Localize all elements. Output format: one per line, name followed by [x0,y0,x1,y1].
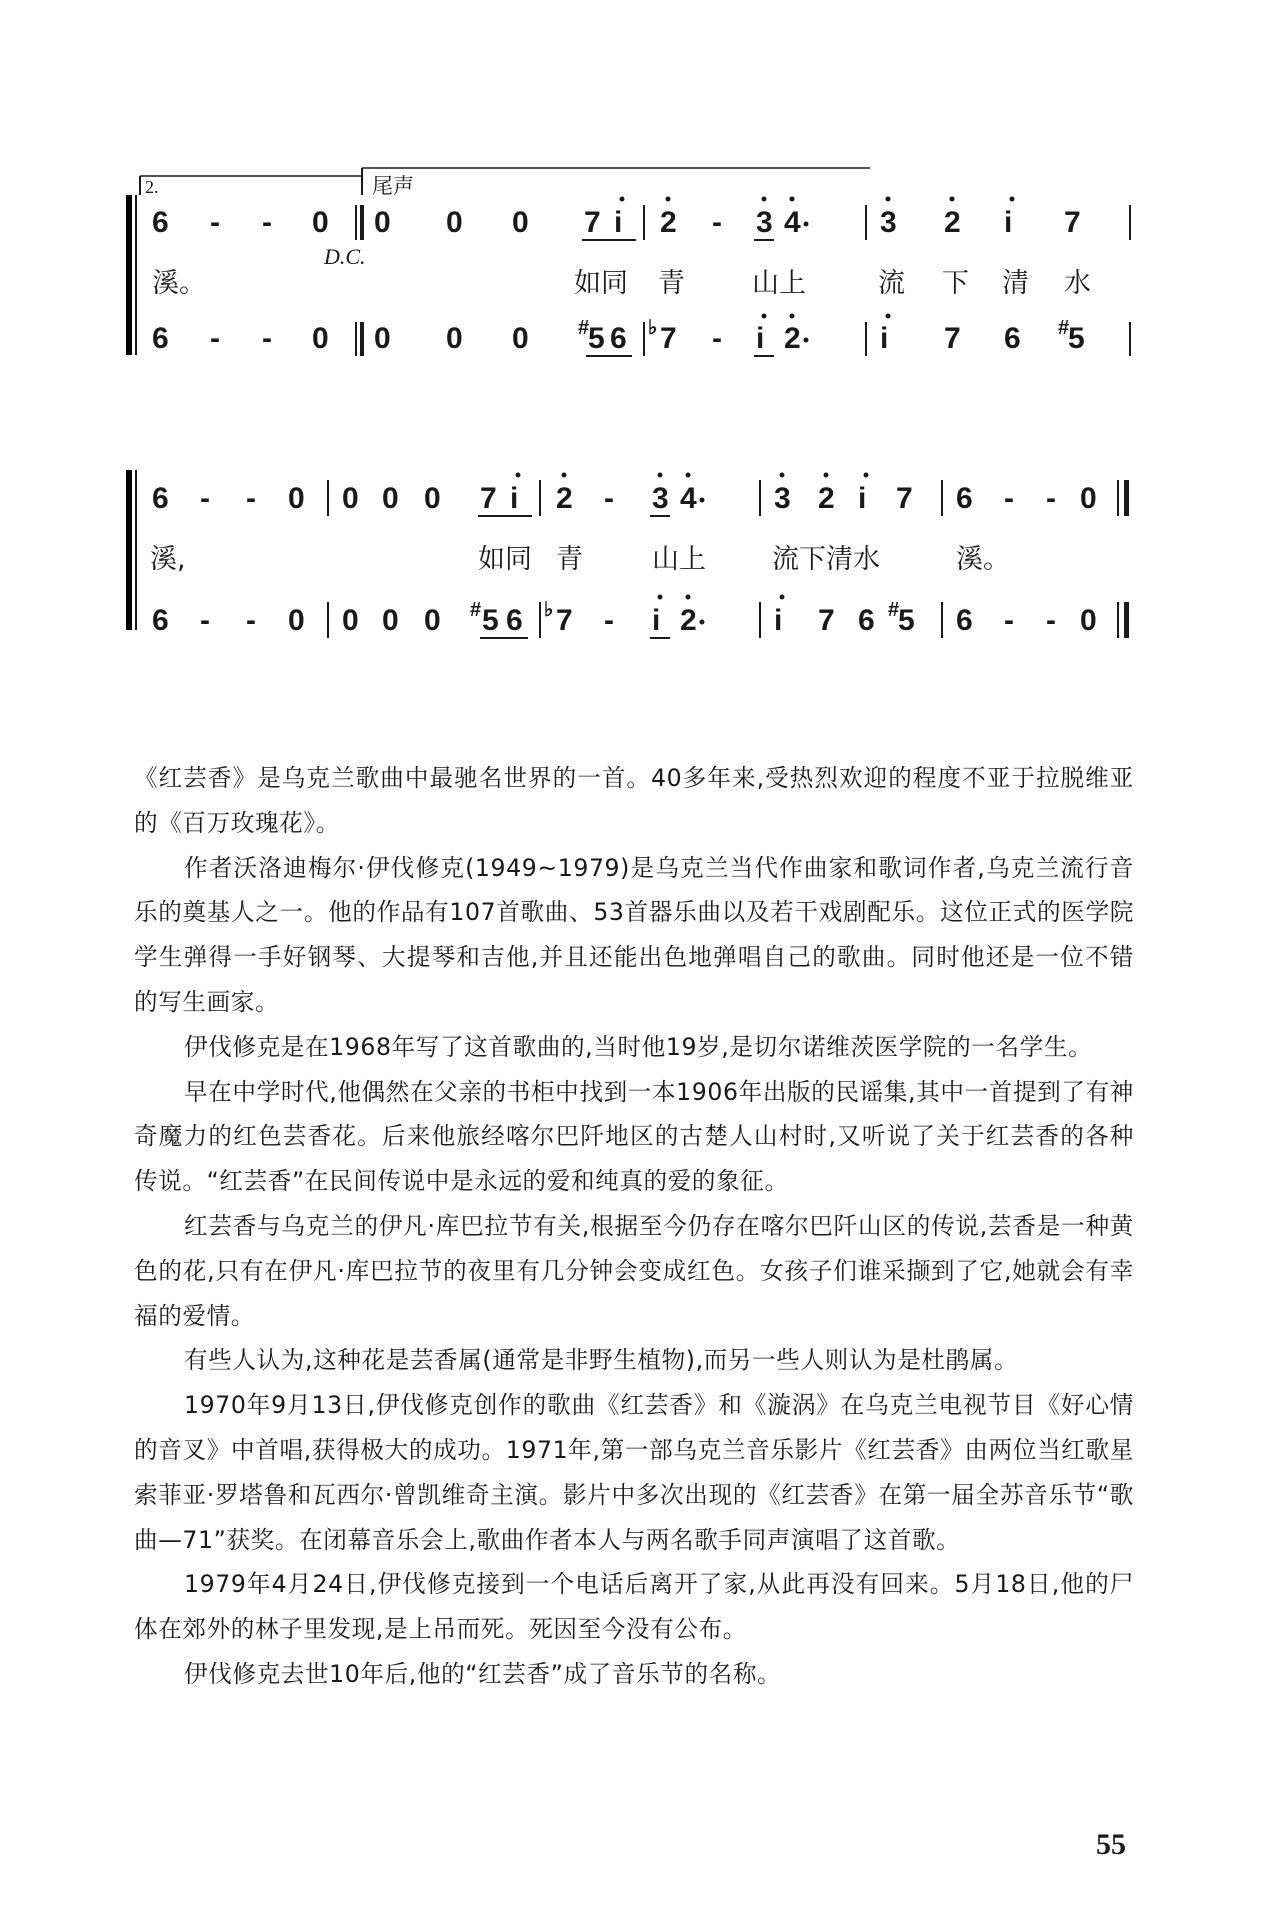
note: 0 [512,206,529,239]
svg-text:0: 0 [288,604,305,637]
svg-text:7: 7 [556,604,573,637]
note: 4 [784,206,801,239]
svg-text:-: - [262,322,272,355]
note: 7 [1064,206,1081,239]
paragraph: 《红芸香》是乌克兰歌曲中最驰名世界的一首。40多年来,受热烈欢迎的程度不亚于拉脱维亚的《百万玫瑰花》。 [134,764,1134,837]
dash: - [210,206,220,239]
svg-text:青: 青 [658,268,685,299]
svg-text:山上: 山上 [752,268,806,299]
svg-text:-: - [712,322,722,355]
svg-text:#: # [1058,317,1070,339]
note: i [756,322,765,355]
svg-text:溪。: 溪。 [152,268,206,299]
svg-text:3: 3 [652,482,669,515]
svg-text:i: i [510,482,519,515]
svg-text:2: 2 [556,482,573,515]
paragraph: 早在中学时代,他偶然在父亲的书柜中找到一本1906年出版的民谣集,其中一首提到了有神奇魔力的红色芸香花。后来他旅经喀尔巴阡地区的古楚人山村时,又听说了关于红芸香的各种传说。“红芸香”在民间传说中是永远的爱和纯真的爱的象征。 [134,1077,1134,1196]
svg-text:-: - [200,482,210,515]
svg-text:#: # [578,317,590,339]
svg-text:♭: ♭ [648,317,658,339]
coda-label: 尾声 [372,174,414,198]
svg-text:0: 0 [424,482,441,515]
note: 6 [152,206,169,239]
svg-text:-: - [200,604,210,637]
svg-text:清: 清 [1002,268,1029,299]
svg-text:3: 3 [774,482,791,515]
paragraph: 有些人认为,这种花是芸香属(通常是非野生植物),而另一些人则认为是杜鹃属。 [184,1346,1019,1375]
svg-text:-: - [1004,482,1014,515]
note: 7 [584,206,601,239]
svg-text:6: 6 [858,604,875,637]
music-score [0,0,1272,720]
note: 0 [512,322,529,355]
note: i [1004,206,1013,239]
system1-melody [152,197,1130,241]
paragraph: 1979年4月24日,伊伐修克接到一个电话后离开了家,从此再没有回来。5月18日,他的尸体在郊外的林子里发现,是上吊而死。死因至今没有公布。 [134,1570,1134,1644]
svg-text:0: 0 [288,482,305,515]
note: i [880,322,889,355]
note: 0 [374,322,391,355]
note: 7 [660,322,677,355]
svg-text:溪。: 溪。 [956,544,1010,575]
article-body [134,756,1134,1697]
svg-text:流下清水: 流下清水 [772,544,880,575]
note: 0 [312,322,329,355]
system1-lyrics [152,268,1091,299]
svg-text:#: # [888,599,900,621]
system2-lyrics [150,544,1010,575]
svg-text:-: - [1046,482,1056,515]
dash: - [712,206,722,239]
svg-text:6: 6 [152,604,169,637]
svg-text:7: 7 [818,604,835,637]
paragraph: 红芸香与乌克兰的伊凡·库巴拉节有关,根据至今仍存在喀尔巴阡山区的传说,芸香是一种黄色的花,只有在伊凡·库巴拉节的夜里有几分钟会变成红色。女孩子们谁采撷到了它,她就会有幸福的爱情。 [134,1211,1134,1330]
paragraph: 1970年9月13日,伊伐修克创作的歌曲《红芸香》和《漩涡》在乌克兰电视节目《好心情的音叉》中首唱,获得极大的成功。1971年,第一部乌克兰音乐影片《红芸香》由两位当红歌星索菲亚·罗塔鲁和瓦西尔·曾凯维奇主演。影片中多次出现的《红芸香》在第一届全苏音乐节“歌曲—71”获奖。在闭幕音乐会上,歌曲作者本人与两名歌手同声演唱了这首歌。 [134,1391,1134,1554]
paragraph: 伊伐修克是在1968年写了这首歌曲的,当时他19岁,是切尔诺维茨医学院的一名学生。 [184,1032,1093,1061]
svg-text:0: 0 [382,482,399,515]
svg-text:i: i [774,604,783,637]
note: 3 [880,206,897,239]
note: 0 [374,206,391,239]
svg-text:#: # [470,599,482,621]
system1-left-bracket [126,195,132,355]
svg-text:i: i [652,604,661,637]
note: 0 [312,206,329,239]
svg-text:0: 0 [424,604,441,637]
svg-text:下: 下 [942,268,969,299]
svg-text:-: - [1046,604,1056,637]
svg-text:0: 0 [342,604,359,637]
note: i [614,206,623,239]
note: 5 [588,322,605,355]
paragraph: 伊伐修克去世10年后,他的“红芸香”成了音乐节的名称。 [184,1659,782,1688]
svg-text:-: - [246,604,256,637]
svg-text:0: 0 [382,604,399,637]
dc-label: D.C. [324,244,366,269]
svg-text:6: 6 [956,604,973,637]
svg-text:山上: 山上 [652,544,706,575]
svg-text:♭: ♭ [544,599,554,621]
svg-text:0: 0 [1080,482,1097,515]
svg-text:5: 5 [898,604,915,637]
dash: - [262,206,272,239]
svg-text:0: 0 [342,482,359,515]
note: 0 [446,206,463,239]
svg-text:7: 7 [896,482,913,515]
note: 5 [1068,322,1085,355]
paragraph: 作者沃洛迪梅尔·伊伐修克(1949~1979)是乌克兰当代作曲家和歌词作者,乌克兰流行音乐的奠基人之一。他的作品有107首歌曲、53首器乐曲以及若干戏剧配乐。这位正式的医学院学生弹得一手好钢琴、大提琴和吉他,并且还能出色地弹唱自己的歌曲。同时他还是一位不错的写生画家。 [134,853,1134,1016]
note: 6 [610,322,627,355]
note: 3 [756,206,773,239]
note: 2 [944,206,961,239]
svg-text:0: 0 [1080,604,1097,637]
page-number: 55 [1096,1828,1126,1861]
svg-text:2: 2 [680,604,697,637]
system1-harmony [152,314,1130,357]
note: 6 [1004,322,1021,355]
svg-text:水: 水 [1064,268,1091,299]
svg-text:-: - [604,482,614,515]
note: 0 [446,322,463,355]
svg-text:4: 4 [680,482,697,515]
svg-text:i: i [858,482,867,515]
svg-text:如同: 如同 [574,268,628,299]
svg-text:5: 5 [482,604,499,637]
svg-text:-: - [604,604,614,637]
svg-text:-: - [210,322,220,355]
volta-label: 2. [145,177,159,197]
note: 2 [660,206,677,239]
note: 7 [944,322,961,355]
svg-text:青: 青 [556,544,583,575]
svg-text:如同: 如同 [478,544,532,575]
svg-text:6: 6 [152,482,169,515]
system2-harmony [152,595,1129,639]
svg-text:溪,: 溪, [150,544,186,575]
svg-text:-: - [1004,604,1014,637]
system2-left-bracket [126,470,132,630]
svg-text:-: - [246,482,256,515]
note: 6 [152,322,169,355]
svg-text:7: 7 [480,482,497,515]
svg-text:2: 2 [818,482,835,515]
svg-text:6: 6 [956,482,973,515]
svg-text:6: 6 [506,604,523,637]
note: 2 [784,322,801,355]
system2-melody [152,473,1129,517]
svg-text:流: 流 [878,268,905,299]
